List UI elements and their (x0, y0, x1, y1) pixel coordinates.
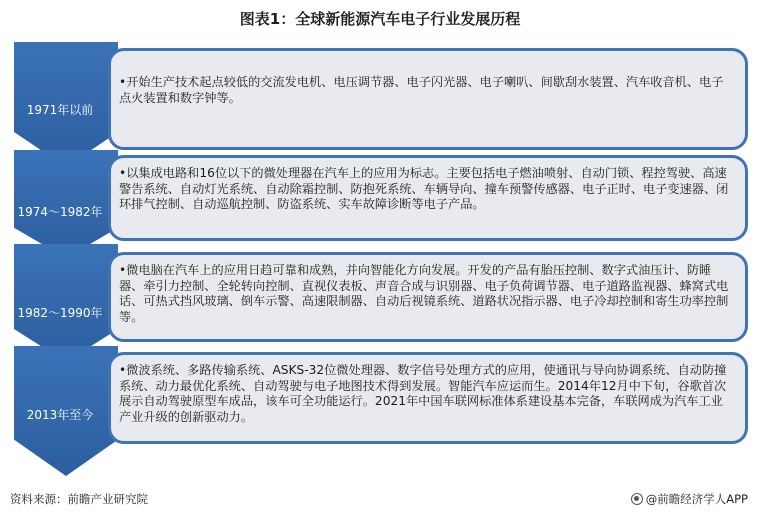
brand-label: @前瞻经济学人APP (645, 492, 748, 506)
period-label-1971: 1971年以前 (26, 103, 94, 117)
brand-logo-icon (631, 493, 643, 505)
stage-box-1974 (108, 155, 748, 241)
stage-text-1982: •微电脑在汽车上的应用日趋可靠和成熟，并向智能化方向发展。开发的产品有胎压控制、数字式油压计、防睡器、牵引力控制、全轮转向控制、直视仪表板、声音合成与识别器、电子负荷调节器、电子道路监视器、蜂窝式电话、可热式挡风玻璃、倒车示警、高速限制器、自动后视镜系统、道路状况指示器、电子冷却控制和寄生功率控制等。 (119, 263, 729, 324)
chart-title: 图表1：全球新能源汽车电子行业发展历程 (239, 10, 521, 28)
period-label-1974: 1974～1982年 (17, 205, 103, 219)
stage-box-2013 (108, 352, 748, 444)
stage-text-1971: •开始生产技术起点较低的交流发电机、电压调节器、电子闪光器、电子喇叭、间歇刮水装置、汽车收音机、电子点火装置和数字钟等。 (119, 75, 724, 105)
stage-box-1982 (108, 252, 748, 342)
source-note: 资料来源：前瞻产业研究院 (10, 492, 148, 506)
stage-box-1971 (108, 48, 748, 150)
period-label-2013: 2013年至今 (26, 408, 94, 422)
period-label-1982: 1982～1990年 (17, 306, 103, 320)
stage-text-2013: •微波系统、多路传输系统、ASKS-32位微处理器、数字信号处理方式的应用，使通讯与导向协调系统、自动防撞系统、动力最优化系统、自动驾驶与电子地图技术得到发展。智能汽车应运而生。2014年12月中下旬，谷歌首次展示自动驾驶原型车成品，该车可全功能运行。2021年中国车联网标准体系建设基本完备，车联网成为汽车工业产业升级的创新驱动力。 (119, 363, 727, 424)
timeline-arrow-1982 (14, 244, 118, 362)
brand-footer (631, 491, 748, 507)
stage-text-1974: •以集成电路和16位以下的微处理器在汽车上的应用为标志。主要包括电子燃油喷射、自动门锁、程控驾驶、高速警告系统、自动灯光系统、自动除霜控制、防抱死系统、车辆导向、撞车预警传感器、电子正时、电子变速器、闭环排气控制、自动巡航控制、防盗系统、实车故障诊断等电子产品。 (119, 166, 729, 211)
